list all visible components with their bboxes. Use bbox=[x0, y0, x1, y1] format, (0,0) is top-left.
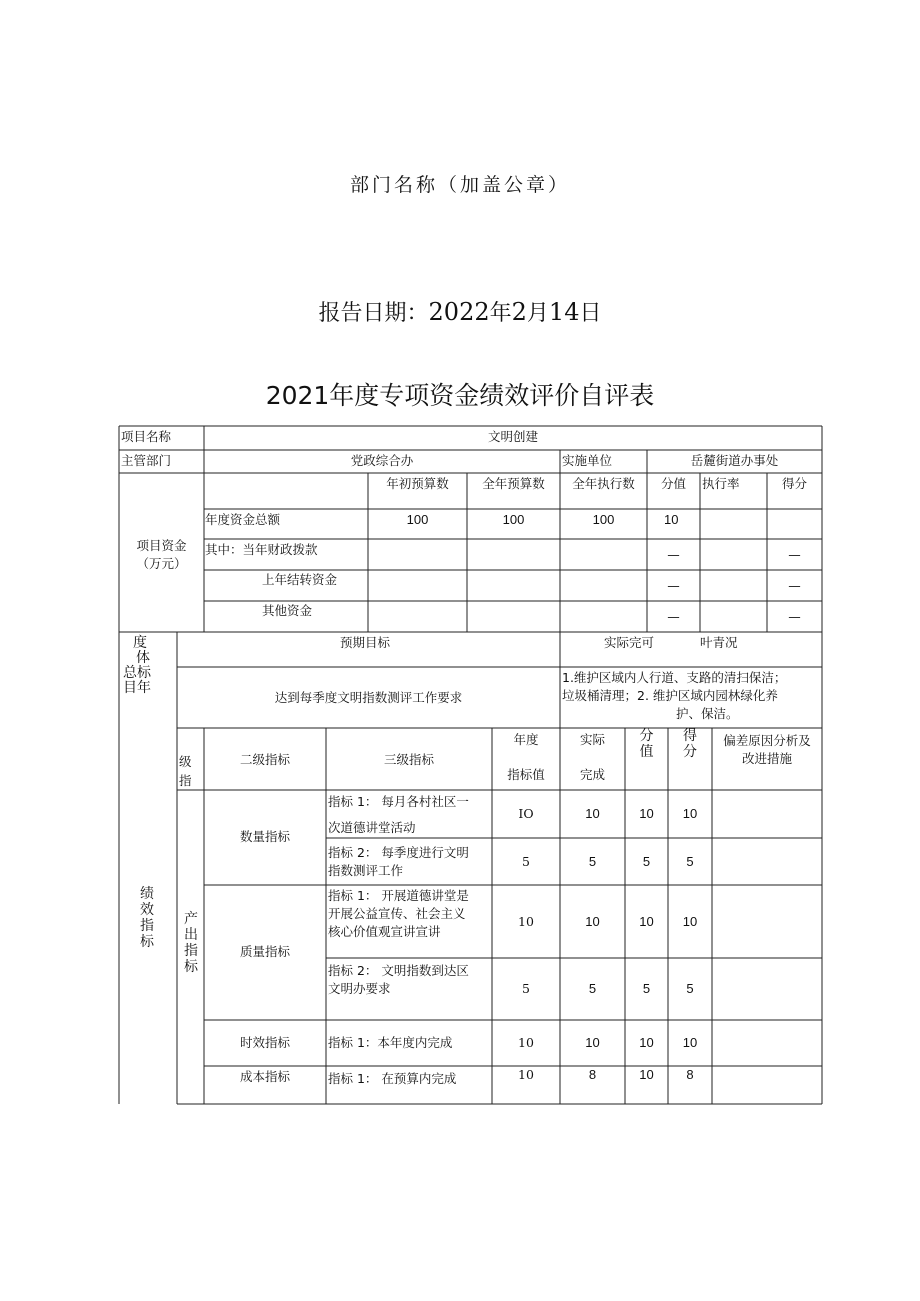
level1-header: 级 bbox=[179, 754, 192, 769]
indicator-text-line: 次道德讲堂活动 bbox=[328, 820, 416, 835]
indicator-text-line: 核心价值观宣讲宣讲 bbox=[328, 924, 441, 939]
indicator-got: 10 bbox=[682, 1035, 698, 1050]
fund-row-label: 其他资金 bbox=[262, 603, 313, 618]
indicator-score: 10 bbox=[639, 914, 654, 929]
indicator-got: 8 bbox=[686, 1067, 694, 1082]
level1-output-label: 指 bbox=[184, 943, 198, 959]
indicator-score: 10 bbox=[639, 806, 654, 821]
level2-quantity: 数量指标 bbox=[239, 829, 290, 844]
indicator-actual: 10 bbox=[585, 806, 600, 821]
fund-row-label: 上年结转资金 bbox=[262, 572, 338, 587]
report-year: 2022 bbox=[428, 298, 490, 326]
indicator-got: 5 bbox=[686, 854, 694, 869]
day-unit: 日 bbox=[579, 301, 602, 326]
indicator-actual: 10 bbox=[585, 1035, 600, 1050]
fund-total-annual: 100 bbox=[502, 512, 525, 527]
col-header-got: 得 bbox=[683, 728, 697, 744]
indicator-actual: 8 bbox=[588, 1067, 597, 1082]
indicator-text-line: 指标 2： 每季度进行文明 bbox=[328, 845, 469, 860]
fund-row-score-dash: — bbox=[667, 609, 680, 624]
actual-status-line: 垃圾桶清理；2. 维护区域内园林绿化养 bbox=[562, 688, 778, 703]
actual-status-line: 1.维护区域内人行道、支路的清扫保洁； bbox=[562, 670, 787, 685]
col-header-level3: 三级指标 bbox=[383, 752, 434, 767]
indicator-text-line: 指数测评工作 bbox=[328, 863, 404, 878]
impl-unit-value: 岳麓街道办事处 bbox=[690, 453, 779, 468]
perf-side-label: 绩 bbox=[140, 886, 154, 902]
col-header-level2: 二级指标 bbox=[239, 752, 290, 767]
indicator-target: 10 bbox=[518, 1067, 534, 1082]
indicator-text-line: 指标 1： 在预算内完成 bbox=[328, 1071, 457, 1086]
goal-side-label: 体 bbox=[136, 650, 150, 666]
expected-goal-header: 预期目标 bbox=[340, 635, 391, 650]
fund-row-score-dash: — bbox=[667, 578, 680, 593]
perf-side-label: 标 bbox=[140, 934, 154, 950]
month-unit: 月 bbox=[526, 301, 549, 326]
report-month: 2 bbox=[511, 298, 527, 326]
year-unit: 年 bbox=[489, 301, 512, 326]
indicator-score: 5 bbox=[642, 854, 651, 869]
report-date-prefix: 报告日期： bbox=[318, 301, 429, 326]
indicator-target: 5 bbox=[522, 854, 530, 869]
indicator-text-line: 指标 1： 每月各村社区一 bbox=[328, 794, 469, 809]
col-header-executed: 全年执行数 bbox=[572, 476, 635, 491]
fund-row-label: 其中：当年财政拨款 bbox=[205, 542, 318, 557]
project-name-label: 项目名称 bbox=[121, 429, 172, 444]
indicator-actual: 10 bbox=[585, 914, 600, 929]
level1-output-label: 标 bbox=[184, 959, 198, 975]
funds-unit-label: （万元） bbox=[136, 556, 187, 571]
col-header-actual-2: 完成 bbox=[579, 767, 605, 782]
col-header-got-2: 分 bbox=[683, 744, 697, 760]
col-header-score-got: 得分 bbox=[781, 476, 807, 491]
goal-side-label: 总标 bbox=[123, 665, 151, 681]
level1-header: 指 bbox=[179, 773, 192, 788]
actual-status-line: 护、保洁。 bbox=[676, 706, 739, 721]
indicator-text-line: 文明办要求 bbox=[328, 981, 391, 996]
indicator-score: 10 bbox=[639, 1035, 654, 1050]
indicator-score: 5 bbox=[642, 981, 651, 996]
indicator-got: 5 bbox=[686, 981, 694, 996]
fund-total-score: 10 bbox=[664, 512, 679, 527]
dept-label: 主管部门 bbox=[121, 453, 172, 468]
project-name-value: 文明创建 bbox=[487, 429, 538, 444]
perf-side-label: 指 bbox=[140, 918, 154, 934]
indicator-text-line: 指标 2： 文明指数到达区 bbox=[328, 963, 469, 978]
col-header-score-value: 分值 bbox=[660, 476, 686, 491]
indicator-text-line: 开展公益宣传、社会主义 bbox=[328, 906, 466, 921]
indicator-got: 10 bbox=[682, 914, 698, 929]
indicator-actual: 5 bbox=[588, 854, 597, 869]
department-name-label: 部门名称（加盖公章） bbox=[349, 174, 570, 196]
fund-row-got-dash: — bbox=[788, 578, 801, 593]
indicator-text-line: 指标 1：本年度内完成 bbox=[328, 1035, 453, 1050]
goal-side-label: 度 bbox=[133, 635, 147, 651]
funds-label: 项目资金 bbox=[136, 538, 187, 553]
col-header-reason-2: 改进措施 bbox=[741, 751, 792, 766]
col-header-score: 分 bbox=[639, 728, 654, 744]
actual-status-header-2: 叶青况 bbox=[700, 635, 738, 650]
indicator-target: 5 bbox=[522, 981, 530, 996]
fund-total-executed: 100 bbox=[592, 512, 615, 527]
fund-total-initial: 100 bbox=[406, 512, 429, 527]
col-header-actual: 实际 bbox=[579, 732, 605, 747]
indicator-got: 10 bbox=[682, 806, 698, 821]
dept-value: 党政综合办 bbox=[350, 453, 414, 468]
indicator-target: IO bbox=[518, 806, 534, 821]
actual-status-header: 实际完可 bbox=[604, 635, 655, 650]
indicator-target: 10 bbox=[518, 914, 534, 929]
page-title: 2021年度专项资金绩效评价自评表 bbox=[265, 381, 655, 410]
level2-quality: 质量指标 bbox=[239, 944, 290, 959]
report-day: 14 bbox=[548, 298, 580, 326]
fund-row-got-dash: — bbox=[788, 547, 801, 562]
perf-side-label: 效 bbox=[140, 902, 154, 918]
fund-row-got-dash: — bbox=[788, 609, 801, 624]
col-header-annual: 年度 bbox=[513, 732, 539, 747]
fund-row-label: 年度资金总额 bbox=[205, 512, 281, 527]
indicator-text-line: 指标 1： 开展道德讲堂是 bbox=[328, 888, 469, 903]
col-header-exec-rate: 执行率 bbox=[702, 476, 740, 491]
col-header-annual-budget: 全年预算数 bbox=[482, 476, 545, 491]
goal-side-label: 目年 bbox=[123, 680, 151, 696]
level1-output-label: 产 bbox=[184, 911, 198, 927]
fund-row-score-dash: — bbox=[667, 547, 680, 562]
indicator-score: 10 bbox=[639, 1067, 654, 1082]
col-header-score-2: 值 bbox=[639, 744, 654, 760]
col-header-initial-budget: 年初预算数 bbox=[386, 476, 449, 491]
level2-cost: 成本指标 bbox=[239, 1069, 290, 1084]
level2-timeliness: 时效指标 bbox=[239, 1035, 290, 1050]
indicator-actual: 5 bbox=[588, 981, 597, 996]
indicator-target: 10 bbox=[518, 1035, 534, 1050]
impl-unit-label: 实施单位 bbox=[562, 453, 613, 468]
level1-output-label: 出 bbox=[184, 927, 198, 943]
col-header-reason: 偏差原因分析及 bbox=[723, 733, 811, 748]
col-header-annual-2: 指标值 bbox=[507, 767, 545, 782]
expected-goal-text: 达到每季度文明指数测评工作要求 bbox=[274, 690, 463, 705]
